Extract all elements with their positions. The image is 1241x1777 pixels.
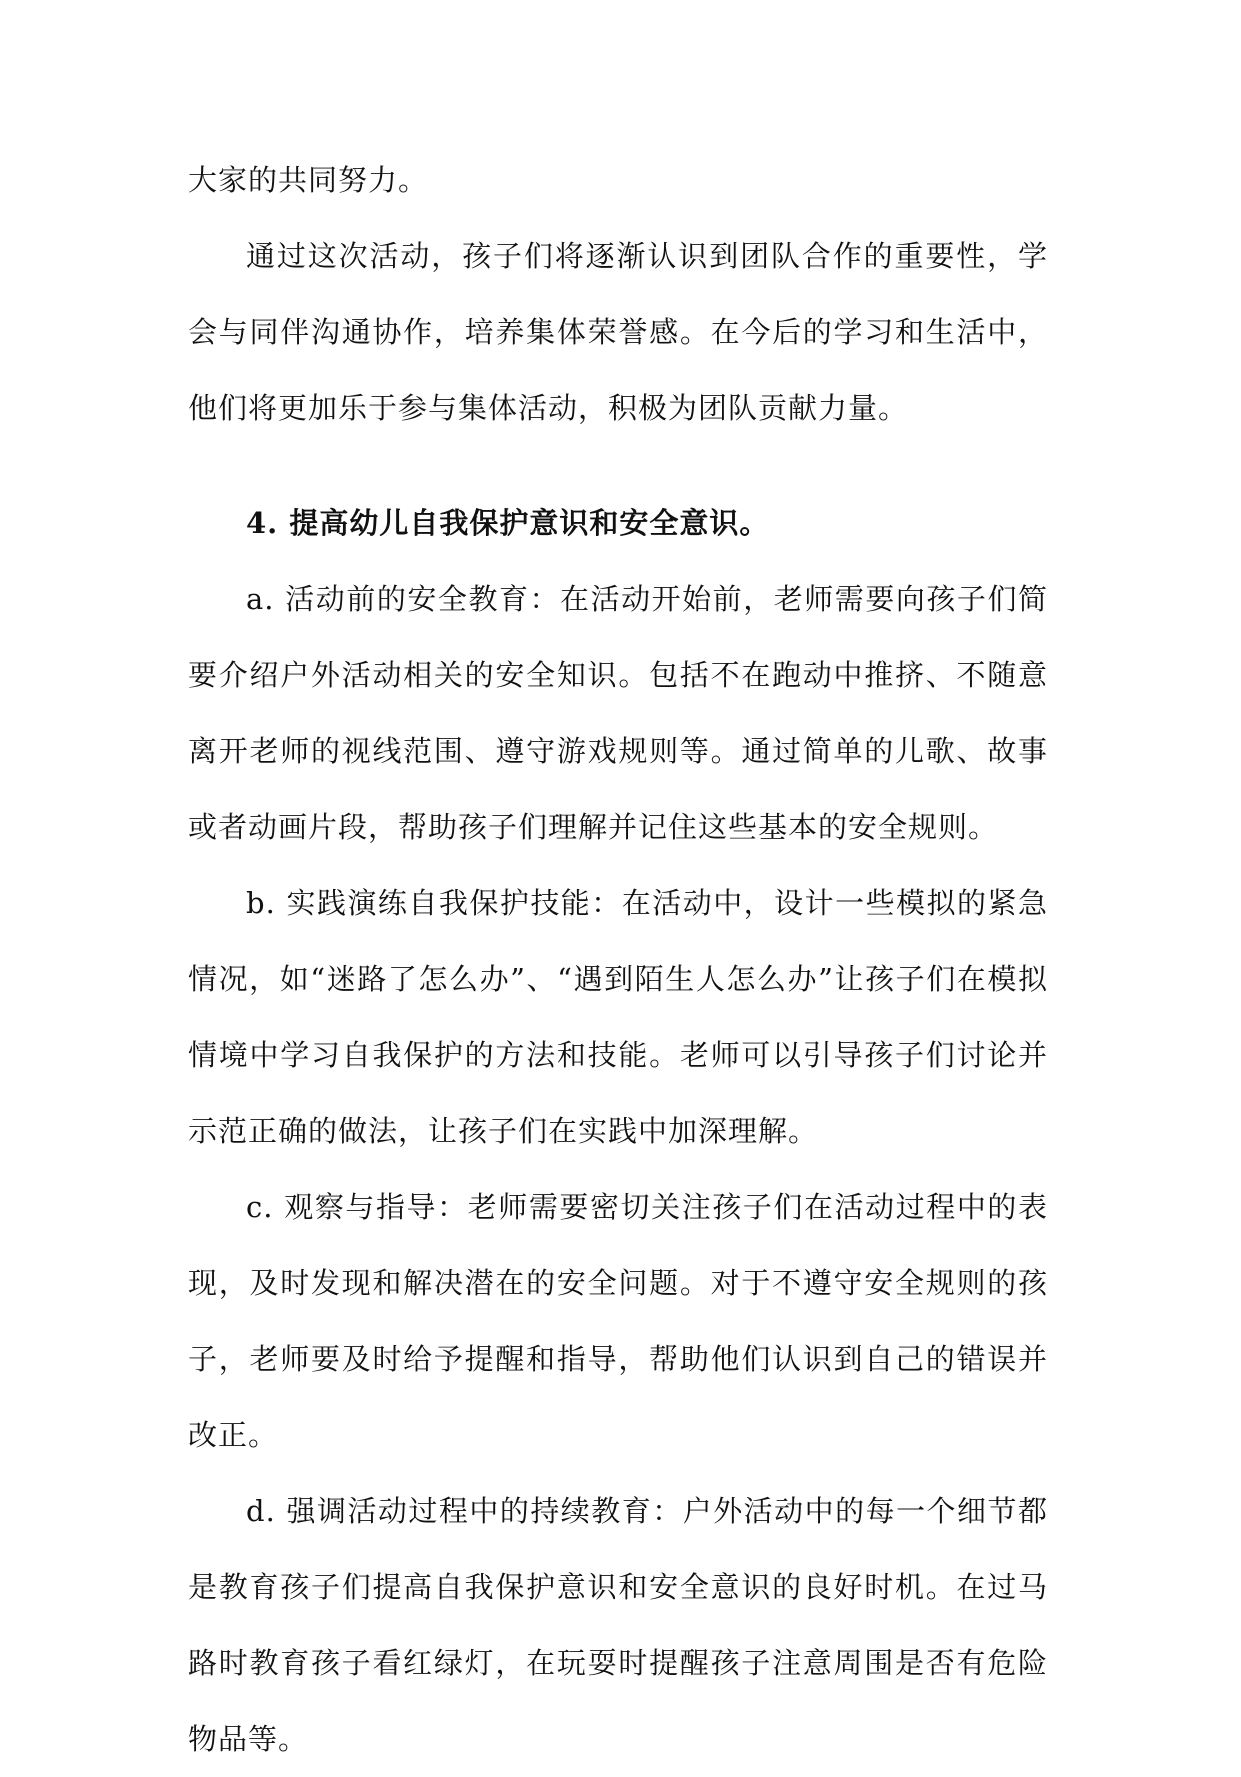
paragraph-item-a: a. 活动前的安全教育：在活动开始前，老师需要向孩子们简要介绍户外活动相关的安全知识。包括不在跑动中推挤、不随意离开老师的视线范围、遵守游戏规则等。通过简单的儿歌、故事或者动画片段，帮助孩子们理解并记住这些基本的安全规则。	[188, 582, 1048, 844]
paragraph-item-b: b. 实践演练自我保护技能：在活动中，设计一些模拟的紧急情况，如“迷路了怎么办”、“遇到陌生人怎么办”让孩子们在模拟情境中学习自我保护的方法和技能。老师可以引导孩子们讨论并示范正确的做法，让孩子们在实践中加深理解。	[188, 886, 1048, 1148]
paragraph-continuation: 大家的共同努力。	[188, 163, 429, 197]
paragraph-item-c: c. 观察与指导：老师需要密切关注孩子们在活动过程中的表现，及时发现和解决潜在的安全问题。对于不遵守安全规则的孩子，老师要及时给予提醒和指导，帮助他们认识到自己的错误并改正。	[188, 1190, 1048, 1452]
section-heading: 4. 提高幼儿自我保护意识和安全意识。	[246, 506, 770, 540]
document-page	[188, 142, 1048, 1777]
paragraph-item-d: d. 强调活动过程中的持续教育：户外活动中的每一个细节都是教育孩子们提高自我保护意识和安全意识的良好时机。在过马路时教育孩子看红绿灯，在玩耍时提醒孩子注意周围是否有危险物品等。	[188, 1494, 1048, 1756]
paragraph-teamwork: 通过这次活动，孩子们将逐渐认识到团队合作的重要性，学会与同伴沟通协作，培养集体荣誉感。在今后的学习和生活中，他们将更加乐于参与集体活动，积极为团队贡献力量。	[188, 239, 1048, 425]
